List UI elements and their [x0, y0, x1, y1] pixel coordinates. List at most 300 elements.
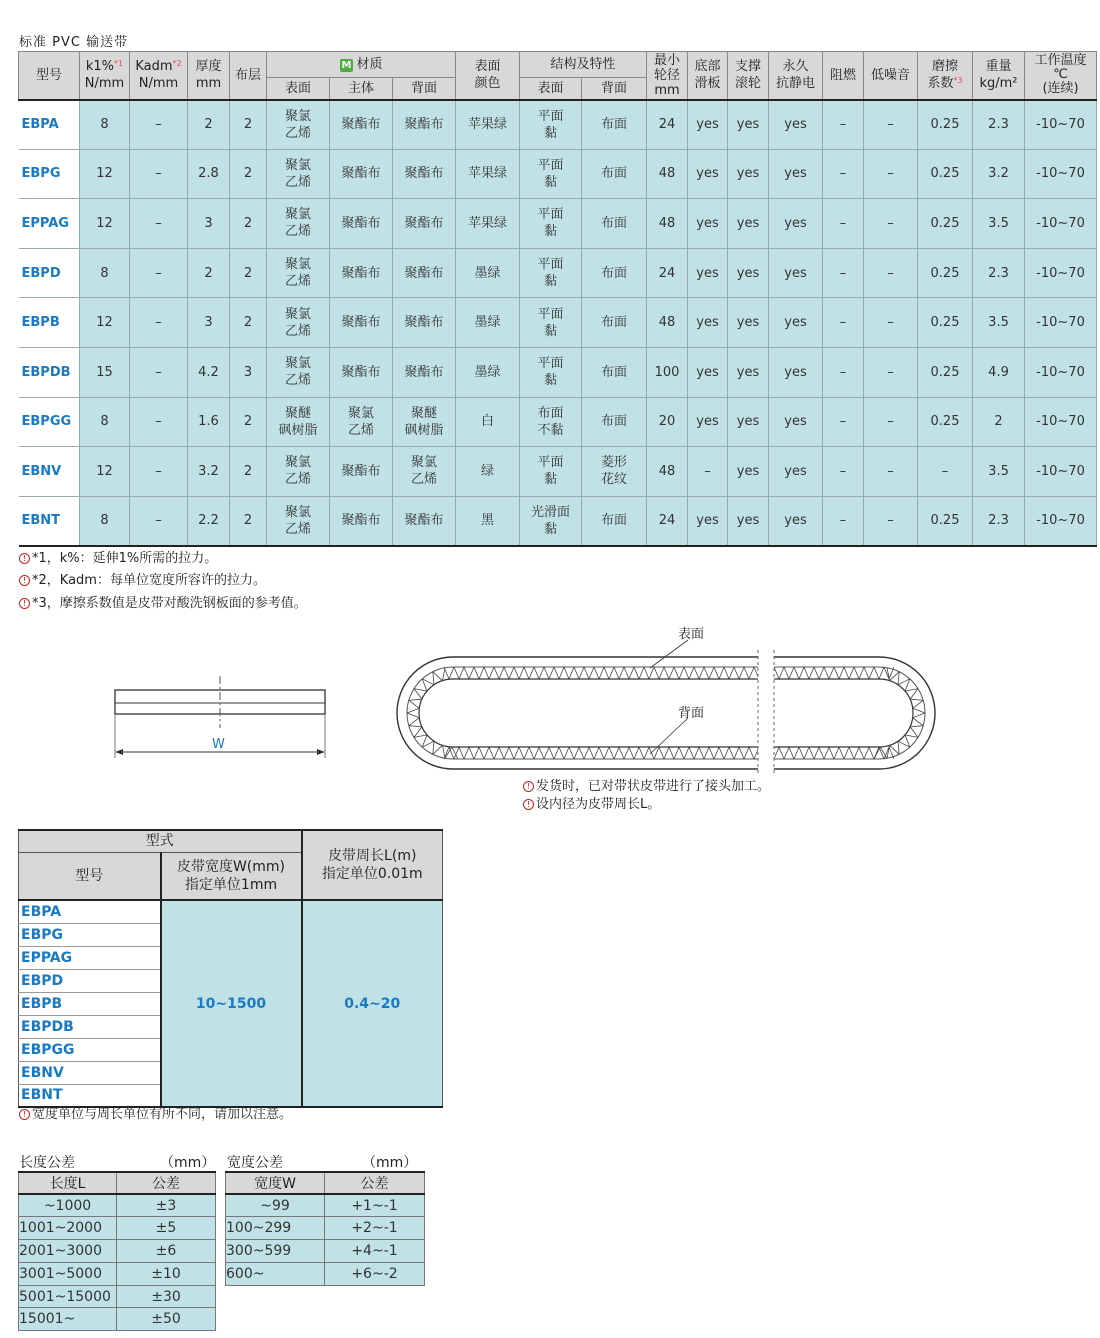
cell-kadm: –	[130, 149, 188, 199]
col-mat-body: 主体	[330, 78, 393, 100]
cell-text: 聚氯	[284, 257, 311, 273]
warning-icon: !	[523, 799, 534, 810]
cell-anti: yes	[769, 496, 823, 546]
cell-text: 黏	[543, 373, 557, 389]
cell-thick: 3	[188, 298, 230, 348]
length-tolerance-table	[18, 1171, 216, 1331]
table-row	[19, 447, 1097, 497]
cell-k1: 12	[80, 447, 130, 497]
cell-thick: 1.6	[188, 397, 230, 447]
cell-pulley: 24	[647, 496, 688, 546]
cell-s-back: 布面	[582, 100, 647, 150]
cell-flame: –	[823, 298, 864, 348]
cell-text: 聚氯	[284, 306, 311, 322]
cell-text: 砜树脂	[278, 422, 318, 438]
cell-thick: 2.2	[188, 496, 230, 546]
cell-m-back: 聚酯布	[393, 496, 456, 546]
width-tolerance-unit: （mm）	[362, 1155, 418, 1171]
cell-kadm: –	[130, 248, 188, 298]
cell-flame: –	[823, 248, 864, 298]
col-mat-back: 背面	[393, 78, 456, 100]
cell-s-surf	[520, 149, 582, 199]
cell-text: 花纹	[601, 472, 628, 488]
belt-loop-diagram	[388, 620, 948, 780]
cell-weight: 4.9	[973, 347, 1025, 397]
cell-kadm: –	[130, 347, 188, 397]
cell-kadm: –	[130, 447, 188, 497]
cell-text: 乙烯	[284, 323, 311, 339]
col-material: M 材质	[267, 52, 456, 78]
cell-weight: 2.3	[973, 496, 1025, 546]
col-structure: 结构及特性	[520, 52, 647, 78]
cell-model: EBPB	[19, 298, 80, 348]
col-mat-surface: 表面	[267, 78, 330, 100]
cell-k1: 8	[80, 397, 130, 447]
spec-model: EBPA	[19, 900, 161, 923]
range-cell: ~99	[226, 1194, 325, 1217]
cell-m-surf	[267, 149, 330, 199]
size-spec-table	[18, 829, 443, 1108]
cell-k1: 8	[80, 100, 130, 150]
cell-kadm: –	[130, 199, 188, 249]
tolerance-cell: ±10	[117, 1262, 216, 1285]
cell-text: 聚氯	[410, 455, 437, 471]
cell-roller: yes	[728, 496, 769, 546]
diagram-note-1: ! 发货时，已对带状皮带进行了接头加工。	[523, 779, 770, 795]
cell-pulley: 24	[647, 248, 688, 298]
cell-m-back: 聚酯布	[393, 347, 456, 397]
cell-model: EBNV	[19, 447, 80, 497]
cell-roller: yes	[728, 199, 769, 249]
tolerance-cell: ±5	[117, 1217, 216, 1240]
cell-text: 砜树脂	[404, 422, 444, 438]
cell-s-surf	[520, 298, 582, 348]
type-header: 型式	[19, 830, 302, 852]
cell-noise: –	[864, 248, 918, 298]
cell-text: 乙烯	[284, 224, 311, 240]
cell-text: 平面	[537, 306, 564, 322]
tolerance-col: 公差	[325, 1172, 425, 1194]
col-k1: k1%$^{*1}$ N/mm	[80, 52, 130, 100]
cell-thick: 3.2	[188, 447, 230, 497]
cell-s-surf	[520, 447, 582, 497]
length-header: 皮带周长L(m) 指定单位0.01m	[302, 830, 443, 900]
range-cell: 300~599	[226, 1240, 325, 1263]
cell-s-surf	[520, 248, 582, 298]
cell-k1: 12	[80, 298, 130, 348]
cell-text: 光滑面	[530, 504, 570, 520]
cell-anti: yes	[769, 397, 823, 447]
cell-roller: yes	[728, 149, 769, 199]
cell-roller: yes	[728, 298, 769, 348]
cell-text: 不黏	[537, 422, 564, 438]
table-row	[226, 1217, 425, 1240]
table-row	[226, 1262, 425, 1285]
spec-model: EBNT	[19, 1084, 161, 1107]
cell-model: EBPA	[19, 100, 80, 150]
spec-model: EBPGG	[19, 1038, 161, 1061]
cell-fric: 0.25	[918, 149, 973, 199]
cell-text: 黏	[543, 323, 557, 339]
col-surface-color: 表面 颜色	[456, 52, 520, 100]
cell-kadm: –	[130, 397, 188, 447]
cell-noise: –	[864, 298, 918, 348]
cell-color: 黑	[456, 496, 520, 546]
table-row	[19, 1308, 216, 1331]
cell-text: 平面	[537, 257, 564, 273]
cell-s-surf	[520, 100, 582, 150]
cell-text: 平面	[537, 157, 564, 173]
cell-model: EBPGG	[19, 397, 80, 447]
table-row	[19, 496, 1097, 546]
col-layers: 布层	[230, 52, 267, 100]
cell-m-surf	[267, 100, 330, 150]
range-cell: 3001~5000	[19, 1262, 117, 1285]
cell-anti: yes	[769, 347, 823, 397]
width-header: 皮带宽度W(mm) 指定单位1mm	[161, 852, 302, 900]
note-2: ! *2，Kadm：每单位宽度所容许的拉力。	[19, 573, 266, 589]
cell-noise: –	[864, 199, 918, 249]
cell-color: 墨绿	[456, 347, 520, 397]
col-bottom-slide: 底部 滑板	[688, 52, 728, 100]
cell-k1: 8	[80, 248, 130, 298]
table-row	[19, 1240, 216, 1263]
page-title: 标准 PVC 输送带	[19, 35, 129, 50]
warning-icon: !	[19, 1109, 30, 1120]
range-cell: 1001~2000	[19, 1217, 117, 1240]
col-low-noise: 低噪音	[864, 52, 918, 100]
table-row	[19, 1194, 216, 1217]
cell-text: 乙烯	[284, 274, 311, 290]
cell-thick: 4.2	[188, 347, 230, 397]
cell-fric: 0.25	[918, 298, 973, 348]
main-spec-table	[18, 51, 1097, 547]
cell-layers: 2	[230, 199, 267, 249]
cell-thick: 3	[188, 199, 230, 249]
cell-text: 平面	[537, 356, 564, 372]
cell-slide: yes	[688, 149, 728, 199]
table-row	[19, 248, 1097, 298]
cell-noise: –	[864, 100, 918, 150]
cell-text: 乙烯	[410, 472, 437, 488]
cell-s-surf	[520, 347, 582, 397]
cell-pulley: 48	[647, 199, 688, 249]
warning-icon: !	[19, 598, 30, 609]
col-support-roller: 支撑 滚轮	[728, 52, 769, 100]
cell-m-surf	[267, 447, 330, 497]
cell-m-surf	[267, 298, 330, 348]
width-label: W	[212, 737, 225, 752]
cell-fric: 0.25	[918, 100, 973, 150]
tolerance-cell: ±3	[117, 1194, 216, 1217]
length-tolerance-caption: 长度公差	[19, 1155, 75, 1171]
spec-model: EBPG	[19, 923, 161, 946]
table-row	[19, 199, 1097, 249]
cell-flame: –	[823, 447, 864, 497]
cell-s-back	[582, 447, 647, 497]
cell-anti: yes	[769, 298, 823, 348]
cell-s-back: 布面	[582, 496, 647, 546]
cell-k1: 15	[80, 347, 130, 397]
cell-m-body: 聚酯布	[330, 149, 393, 199]
table-row	[19, 100, 1097, 150]
cell-color: 绿	[456, 447, 520, 497]
cell-flame: –	[823, 100, 864, 150]
cell-noise: –	[864, 397, 918, 447]
cell-m-back: 聚酯布	[393, 248, 456, 298]
cell-noise: –	[864, 496, 918, 546]
col-weight: 重量 kg/m²	[973, 52, 1025, 100]
table-row	[19, 1217, 216, 1240]
cell-text: 乙烯	[284, 472, 311, 488]
range-cell: 5001~15000	[19, 1285, 117, 1308]
cell-m-back: 聚酯布	[393, 199, 456, 249]
cell-m-body: 聚酯布	[330, 496, 393, 546]
cell-m-surf	[267, 248, 330, 298]
cell-thick: 2	[188, 100, 230, 150]
cell-text: 黏	[543, 521, 557, 537]
table-row	[226, 1240, 425, 1263]
cell-model: EPPAG	[19, 199, 80, 249]
cell-roller: yes	[728, 447, 769, 497]
col-friction: 磨擦 系数$^{*3}$	[918, 52, 973, 100]
tolerance-cell: +4~-1	[325, 1240, 425, 1263]
cell-weight: 2.3	[973, 100, 1025, 150]
cell-roller: yes	[728, 397, 769, 447]
cell-weight: 2	[973, 397, 1025, 447]
cell-text: 聚氯	[284, 356, 311, 372]
cell-color: 墨绿	[456, 298, 520, 348]
cell-text: 黏	[543, 174, 557, 190]
note-3: ! *3，摩擦系数值是皮带对酸洗钢板面的参考值。	[19, 596, 307, 612]
cell-weight: 3.5	[973, 447, 1025, 497]
cell-m-body: 聚酯布	[330, 298, 393, 348]
cell-slide: yes	[688, 397, 728, 447]
col-model: 型号	[19, 52, 80, 100]
cell-kadm: –	[130, 100, 188, 150]
tolerance-col: 公差	[117, 1172, 216, 1194]
table-row	[19, 298, 1097, 348]
cell-fric: 0.25	[918, 496, 973, 546]
cell-flame: –	[823, 199, 864, 249]
cell-m-body: 聚酯布	[330, 100, 393, 150]
cell-thick: 2	[188, 248, 230, 298]
cell-slide: yes	[688, 347, 728, 397]
cell-kadm: –	[130, 496, 188, 546]
cell-slide: yes	[688, 100, 728, 150]
cell-m-body: 聚酯布	[330, 447, 393, 497]
cell-roller: yes	[728, 248, 769, 298]
col-temp: 工作温度 ℃ (连续)	[1025, 52, 1097, 100]
belt-cross-section-diagram	[100, 670, 340, 760]
cell-model: EBNT	[19, 496, 80, 546]
cell-color: 苹果绿	[456, 100, 520, 150]
cell-s-back: 布面	[582, 248, 647, 298]
cell-k1: 8	[80, 496, 130, 546]
tolerance-cell: +1~-1	[325, 1194, 425, 1217]
cell-slide: yes	[688, 199, 728, 249]
cell-layers: 2	[230, 100, 267, 150]
cell-m-surf	[267, 199, 330, 249]
tolerance-cell: +6~-2	[325, 1262, 425, 1285]
range-cell: 600~	[226, 1262, 325, 1285]
cell-weight: 2.3	[973, 248, 1025, 298]
warning-icon: !	[19, 575, 30, 586]
cell-slide: yes	[688, 298, 728, 348]
cell-text: 聚氯	[347, 405, 374, 421]
cell-text: 黏	[543, 274, 557, 290]
surface-label: 表面	[678, 627, 705, 642]
cell-pulley: 100	[647, 347, 688, 397]
cell-layers: 2	[230, 298, 267, 348]
cell-roller: yes	[728, 347, 769, 397]
cell-temp: -10~70	[1025, 347, 1097, 397]
cell-text: 黏	[543, 224, 557, 240]
table-row	[19, 1285, 216, 1308]
cell-model: EBPDB	[19, 347, 80, 397]
length-range: 0.4~20	[302, 900, 443, 1107]
tolerance-cell: ±6	[117, 1240, 216, 1263]
width-col: 宽度W	[226, 1172, 325, 1194]
cell-text: 乙烯	[284, 174, 311, 190]
cell-text: 聚醚	[284, 405, 311, 421]
length-col: 长度L	[19, 1172, 117, 1194]
cell-slide: yes	[688, 248, 728, 298]
cell-fric: –	[918, 447, 973, 497]
cell-text: 乙烯	[347, 422, 374, 438]
cell-weight: 3.5	[973, 298, 1025, 348]
cell-text: 聚醚	[410, 405, 437, 421]
diagram-note-2: ! 设内径为皮带周长L。	[523, 797, 660, 813]
col-antistatic: 永久 抗静电	[769, 52, 823, 100]
cell-m-back	[393, 447, 456, 497]
spec-model: EPPAG	[19, 946, 161, 969]
width-tolerance-caption: 宽度公差	[227, 1155, 283, 1171]
cell-text: 聚氯	[284, 504, 311, 520]
spec-model: EBPB	[19, 992, 161, 1015]
cell-color: 苹果绿	[456, 199, 520, 249]
cell-m-back	[393, 397, 456, 447]
spec-note: ! 宽度单位与周长单位有所不同，请加以注意。	[19, 1107, 292, 1123]
cell-flame: –	[823, 397, 864, 447]
cell-temp: -10~70	[1025, 496, 1097, 546]
cell-s-back: 布面	[582, 347, 647, 397]
cell-layers: 2	[230, 248, 267, 298]
cell-m-body: 聚酯布	[330, 248, 393, 298]
back-label: 背面	[678, 706, 705, 721]
cell-pulley: 48	[647, 447, 688, 497]
cell-text: 平面	[537, 207, 564, 223]
cell-model: EBPG	[19, 149, 80, 199]
cell-model: EBPD	[19, 248, 80, 298]
cell-s-surf	[520, 397, 582, 447]
cell-color: 白	[456, 397, 520, 447]
cell-text: 平面	[537, 455, 564, 471]
col-struct-back: 背面	[582, 78, 647, 100]
cell-pulley: 48	[647, 298, 688, 348]
cell-temp: -10~70	[1025, 298, 1097, 348]
width-range: 10~1500	[161, 900, 302, 1107]
cell-fric: 0.25	[918, 347, 973, 397]
cell-layers: 2	[230, 447, 267, 497]
cell-roller: yes	[728, 100, 769, 150]
cell-text: 菱形	[601, 455, 628, 471]
cell-temp: -10~70	[1025, 199, 1097, 249]
cell-noise: –	[864, 447, 918, 497]
spec-model: EBPD	[19, 969, 161, 992]
col-thickness: 厚度 mm	[188, 52, 230, 100]
cell-text: 乙烯	[284, 521, 311, 537]
range-cell: 100~299	[226, 1217, 325, 1240]
cell-pulley: 20	[647, 397, 688, 447]
cell-thick: 2.8	[188, 149, 230, 199]
cell-k1: 12	[80, 149, 130, 199]
table-row	[226, 1194, 425, 1217]
cell-text: 乙烯	[284, 125, 311, 141]
tolerance-cell: ±50	[117, 1308, 216, 1331]
range-cell: 2001~3000	[19, 1240, 117, 1263]
cell-anti: yes	[769, 447, 823, 497]
cell-s-back: 布面	[582, 199, 647, 249]
cell-m-surf	[267, 496, 330, 546]
cell-m-surf	[267, 347, 330, 397]
cell-anti: yes	[769, 248, 823, 298]
cell-temp: -10~70	[1025, 397, 1097, 447]
length-tolerance-unit: （mm）	[160, 1155, 216, 1171]
cell-s-back: 布面	[582, 149, 647, 199]
cell-color: 苹果绿	[456, 149, 520, 199]
cell-layers: 2	[230, 496, 267, 546]
cell-kadm: –	[130, 298, 188, 348]
cell-temp: -10~70	[1025, 149, 1097, 199]
cell-text: 聚氯	[284, 207, 311, 223]
spec-model: EBNV	[19, 1061, 161, 1084]
cell-noise: –	[864, 149, 918, 199]
cell-pulley: 24	[647, 100, 688, 150]
cell-pulley: 48	[647, 149, 688, 199]
cell-anti: yes	[769, 149, 823, 199]
cell-fric: 0.25	[918, 248, 973, 298]
col-min-pulley: 最小 轮径 mm	[647, 52, 688, 100]
range-cell: 15001~	[19, 1308, 117, 1331]
cell-s-back: 布面	[582, 298, 647, 348]
note-1: ! *1，k%：延伸1%所需的拉力。	[19, 551, 217, 567]
cell-temp: -10~70	[1025, 447, 1097, 497]
cell-text: 黏	[543, 472, 557, 488]
cell-m-surf	[267, 397, 330, 447]
table-row	[19, 1262, 216, 1285]
width-tolerance-table	[225, 1171, 425, 1286]
cell-m-back: 聚酯布	[393, 100, 456, 150]
warning-icon: !	[523, 781, 534, 792]
tolerance-cell: +2~-1	[325, 1217, 425, 1240]
cell-slide: –	[688, 447, 728, 497]
cell-text: 平面	[537, 108, 564, 124]
table-row	[19, 900, 443, 923]
cell-slide: yes	[688, 496, 728, 546]
table-row	[19, 397, 1097, 447]
tolerance-cell: ±30	[117, 1285, 216, 1308]
cell-temp: -10~70	[1025, 248, 1097, 298]
col-struct-surface: 表面	[520, 78, 582, 100]
cell-flame: –	[823, 347, 864, 397]
cell-temp: -10~70	[1025, 100, 1097, 150]
cell-s-surf	[520, 496, 582, 546]
cell-layers: 3	[230, 347, 267, 397]
spec-model: EBPDB	[19, 1015, 161, 1038]
cell-m-body: 聚酯布	[330, 199, 393, 249]
cell-flame: –	[823, 149, 864, 199]
